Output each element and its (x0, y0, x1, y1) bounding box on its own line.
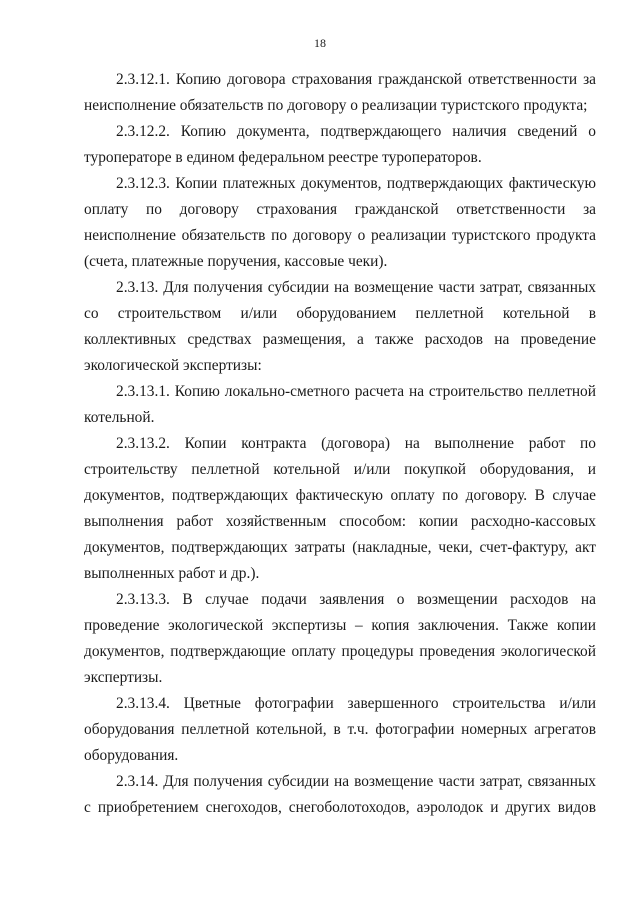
document-body (84, 67, 596, 821)
paragraph-2-3-13-2: 2.3.13.2. Копии контракта (договора) на выполнение работ по строительству пеллетной котельной и/или покупкой оборудования, и документов, подтверждающих фактическую оплату по договору. В случае выполнения работ хозяйственным способом: копии расходно-кассовых документов, подтверждающих затраты (накладные, чеки, счет-фактуру, акт выполненных работ и др.). (84, 435, 596, 582)
paragraph-2-3-13-4: 2.3.13.4. Цветные фотографии завершенного строительства и/или оборудования пеллетной котельной, в т.ч. фотографии номерных агрегатов оборудования. (84, 695, 596, 764)
paragraph-2-3-12-2: 2.3.12.2. Копию документа, подтверждающего наличия сведений о туроператоре в едином федеральном реестре туроператоров. (84, 123, 596, 166)
paragraph-2-3-14: 2.3.14. Для получения субсидии на возмещение части затрат, связанных с приобретением снегоходов, снегоболотоходов, аэролодок и других видов (84, 773, 596, 816)
paragraph-2-3-13: 2.3.13. Для получения субсидии на возмещение части затрат, связанных со строительством и/или оборудованием пеллетной котельной в коллективных средствах размещения, а также расходов на проведение экологической экспертизы: (84, 279, 596, 374)
page-number: 18 (314, 36, 326, 50)
paragraph-2-3-12-1: 2.3.12.1. Копию договора страхования гражданской ответственности за неисполнение обязательств по договору о реализации туристского продукта; (84, 71, 596, 114)
paragraph-2-3-13-3: 2.3.13.3. В случае подачи заявления о возмещении расходов на проведение экологической экспертизы – копия заключения. Также копии документов, подтверждающие оплату процедуры проведения экологической экспертизы. (84, 591, 596, 686)
paragraph-2-3-12-3: 2.3.12.3. Копии платежных документов, подтверждающих фактическую оплату по договору страхования гражданской ответственности за неисполнение обязательств по договору о реализации туристского продукта (счета, платежные поручения, кассовые чеки). (84, 175, 596, 270)
paragraph-2-3-13-1: 2.3.13.1. Копию локально-сметного расчета на строительство пеллетной котельной. (84, 383, 596, 426)
